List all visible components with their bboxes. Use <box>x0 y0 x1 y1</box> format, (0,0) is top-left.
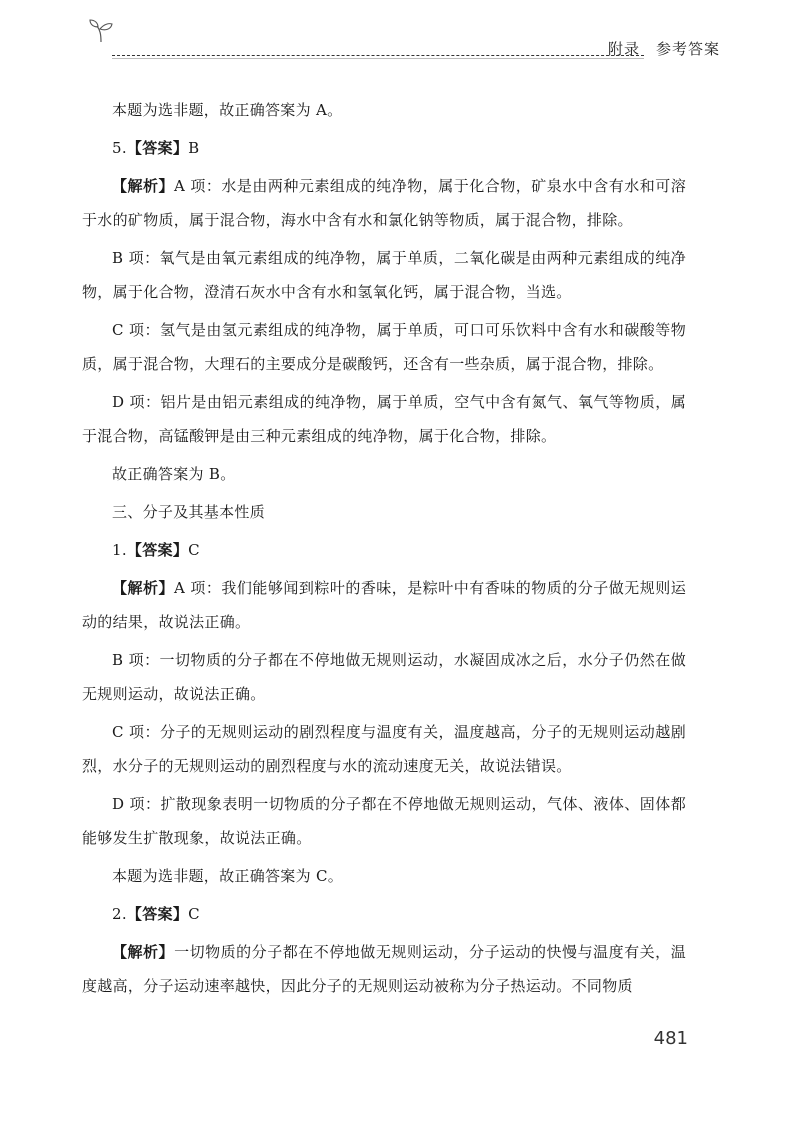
bracket-label: 【解析】 <box>112 177 174 195</box>
analysis-paragraph <box>82 169 686 237</box>
header-title: 附录 参考答案 <box>607 40 720 58</box>
paragraph-text: 故正确答案为 B。 <box>112 465 236 483</box>
paragraph-text: D 项：铝片是由铝元素组成的纯净物，属于单质，空气中含有氮气、氧气等物质，属于混合物，高锰酸钾是由三种元素组成的纯净物，属于化合物，排除。 <box>82 393 686 445</box>
question-number: 1. <box>112 541 127 559</box>
section-heading <box>82 495 686 529</box>
text-paragraph <box>82 241 686 309</box>
bracket-label: 【答案】 <box>126 139 189 157</box>
text-paragraph <box>82 787 686 855</box>
sprout-icon <box>88 18 114 44</box>
answer-line <box>82 897 686 931</box>
bracket-label: 【解析】 <box>112 579 174 597</box>
analysis-paragraph <box>82 935 686 1003</box>
paragraph-text: 一切物质的分子都在不停地做无规则运动，分子运动的快慢与温度有关，温度越高，分子运动速率越快，因此分子的无规则运动被称为分子热运动。不同物质 <box>82 943 686 995</box>
answer-line <box>82 533 686 567</box>
paragraph-text: C <box>188 905 200 923</box>
paragraph-text: B <box>188 139 200 157</box>
bracket-label: 【答案】 <box>126 541 189 559</box>
paragraph-text: 本题为选非题，故正确答案为 A。 <box>112 101 343 119</box>
bracket-label: 【解析】 <box>112 943 175 961</box>
paragraph-text: 本题为选非题，故正确答案为 C。 <box>112 867 344 885</box>
question-number: 2. <box>112 905 127 923</box>
paragraph-text: A 项：我们能够闻到粽叶的香味，是粽叶中有香味的物质的分子做无规则运动的结果，故说法正确。 <box>82 579 686 631</box>
paragraph-text: B 项：一切物质的分子都在不停地做无规则运动，水凝固成冰之后，水分子仍然在做无规则运动，故说法正确。 <box>82 651 686 703</box>
text-paragraph <box>82 859 686 893</box>
text-paragraph <box>82 715 686 783</box>
analysis-paragraph <box>82 571 686 639</box>
paragraph-text: C <box>188 541 200 559</box>
bracket-label: 【答案】 <box>126 905 189 923</box>
answer-line <box>82 131 686 165</box>
paragraph-text: B 项：氧气是由氧元素组成的纯净物，属于单质，二氧化碳是由两种元素组成的纯净物，属于化合物，澄清石灰水中含有水和氢氧化钙，属于混合物，当选。 <box>82 249 686 301</box>
answer-body <box>82 93 686 1007</box>
header-rule-secondary <box>112 58 644 59</box>
question-number: 5. <box>112 139 127 157</box>
page-header <box>88 18 720 58</box>
page-number: 481 <box>653 1028 688 1049</box>
text-paragraph <box>82 313 686 381</box>
paragraph-text: C 项：氢气是由氢元素组成的纯净物，属于单质，可口可乐饮料中含有水和碳酸等物质，属于混合物，大理石的主要成分是碳酸钙，还含有一些杂质，属于混合物，排除。 <box>82 321 686 373</box>
paragraph-text: D 项：扩散现象表明一切物质的分子都在不停地做无规则运动，气体、液体、固体都能够发生扩散现象，故说法正确。 <box>82 795 686 847</box>
paragraph-text: 三、分子及其基本性质 <box>112 503 266 521</box>
paragraph-text: A 项：水是由两种元素组成的纯净物，属于化合物，矿泉水中含有水和可溶于水的矿物质，属于混合物，海水中含有水和氯化钠等物质，属于混合物，排除。 <box>82 177 686 229</box>
header-rule <box>112 55 644 56</box>
text-paragraph <box>82 643 686 711</box>
paragraph-text: C 项：分子的无规则运动的剧烈程度与温度有关，温度越高，分子的无规则运动越剧烈，水分子的无规则运动的剧烈程度与水的流动速度无关，故说法错误。 <box>82 723 686 775</box>
text-paragraph <box>82 93 686 127</box>
text-paragraph <box>82 385 686 453</box>
text-paragraph <box>82 457 686 491</box>
